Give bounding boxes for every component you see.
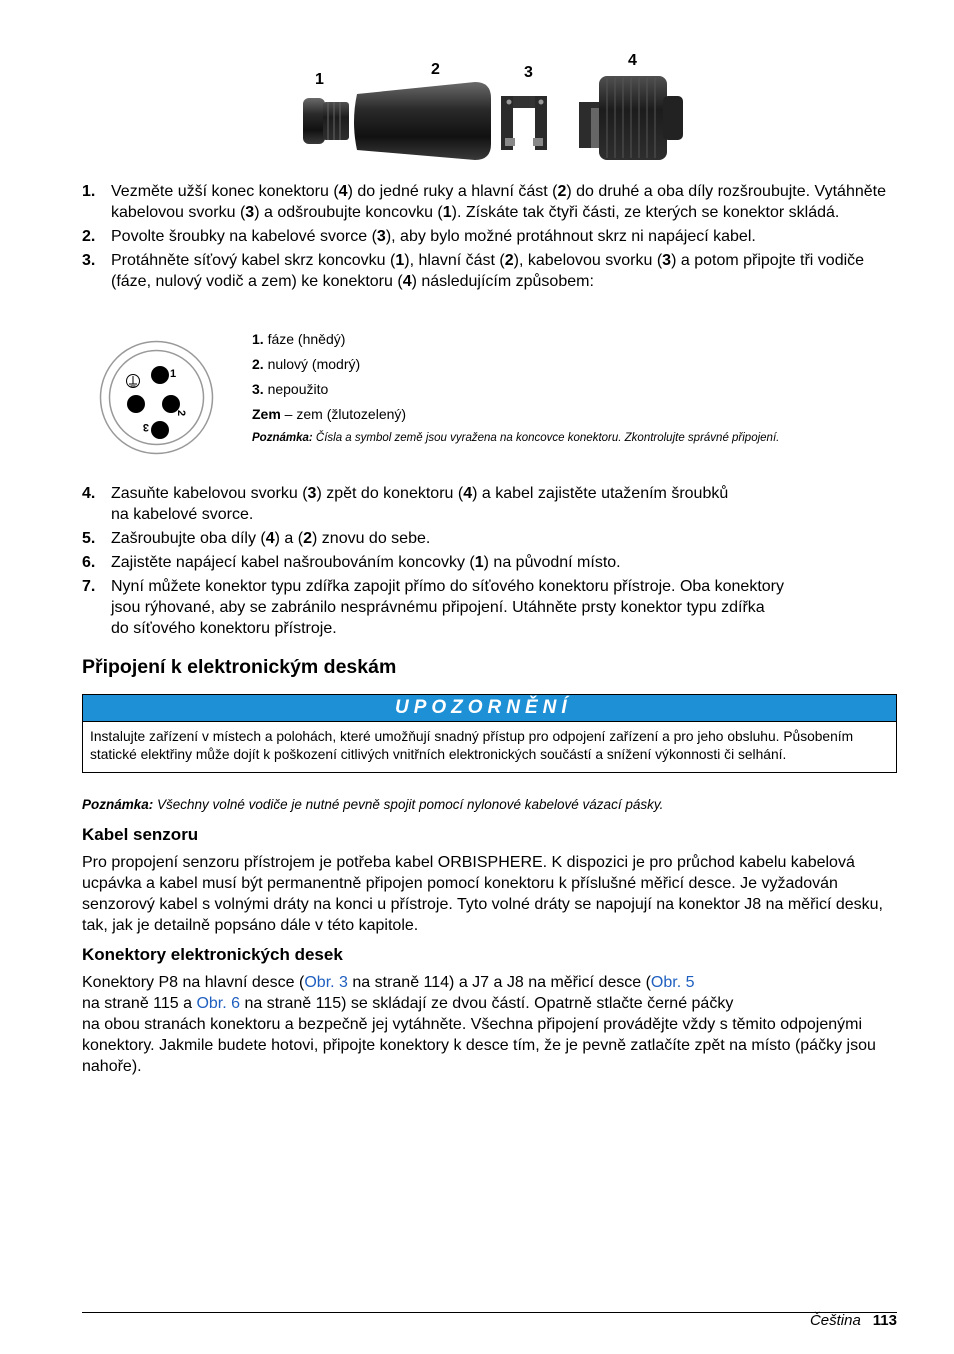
pin-legend [252,330,902,446]
caution-text: Instalujte zařízení v místech a polohách, které umožňují snadný přístup pro odpojení zařízení a pro jeho obsluhu. Působením statické elektřiny může dojít k poškození citlivých vnitřních elektronických součástí a snížení výkonnosti či selhání. [90,729,854,762]
pin-note: Poznámka: Čísla a symbol země jsou vyražena na koncovce konektoru. Zkontrolujte správné připojení. [252,432,780,444]
list-item: 6. Zajistěte napájecí kabel našroubováním koncovky (1) na původní místo. [82,554,621,571]
footer [810,1312,897,1329]
figure-label-4: 4 [628,52,637,69]
list-item: 7. Nyní můžete konektor typu zdířka zapojit přímo do síťového konektoru přístroje. Oba konektory jsou rýhované, aby se zabránilo nesprávnému připojení. Utáhněte prsty konektor typu zdířka do síťového konektoru přístroje. [82,578,784,637]
konektory-paragraph: Konektory P8 na hlavní desce (Obr. 3 na straně 114) a J7 a J8 na měřicí desce (Obr. 5 na straně 115 a Obr. 6 na straně 115) se skládají ze dvou částí. Opatrně stlačte černé páčky na obou stranách konektoru a bezpečně jej vytáhněte. Všechna připojení provádějte vždy s těmito odpojenými konektory. Jakmile budete hotovi, připojte konektory k desce tím, že je pevně zatlačíte zpět na místo (páčky jsou nahoře). [82,974,876,1075]
kabel-paragraph: Pro propojení senzoru přístrojem je potřeba kabel ORBISPHERE. K dispozici je pro průchod kabelu kabelová ucpávka a kabel musí být permanentně připojen pomocí konektoru k příslušné měřicí desce. Je vyžadován senzorový kabel s volnými dráty na konci u přístroje. Tyto volné dráty se napojují na konektor J8 na měřicí desku, tak, jak je detailně popsáno dále v této kapitole. [82,854,883,934]
connector-part [579,76,683,160]
pin-label-1: 1 [170,368,177,380]
footer-language: Čeština [809,1312,861,1329]
legend-item: 1. fáze (hnědý) [252,331,346,347]
note: Poznámka: Všechny volné vodiče je nutné pevně spojit pomocí nylonové kabelové vázací pásky. [82,797,664,812]
connector-parts-figure [295,48,690,163]
caution-heading: UPOZORNĚNÍ [83,695,896,722]
footer-divider [82,1312,897,1313]
legend-item: 2. nulový (modrý) [252,356,361,372]
ground-symbol-icon [127,375,140,388]
pin-ground [127,395,145,413]
pin-3 [151,421,169,439]
list-item: 5. Zašroubujte oba díly (4) a (2) znovu do sebe. [82,530,431,547]
pin-1 [151,366,169,384]
list-item: 1. Vezměte užší konec konektoru (4) do jedné ruky a hlavní část (2) do druhé a oba díly rozšroubujte. Vytáhněte kabelovou svorku (3) a odšroubujte koncovku (1). Získáte tak čtyři části, ze kterých se konektor skládá. [82,183,886,221]
page-number: 113 [872,1312,897,1329]
main-body-part [354,82,491,160]
kabel-heading: Kabel senzoru [82,825,199,844]
list-item: 4. Zasuňte kabelovou svorku (3) zpět do konektoru (4) a kabel zajistěte utažením šroubků na kabelové svorce. [82,485,729,523]
list-item: 2. Povolte šroubky na kabelové svorce (3), aby bylo možné protáhnout skrz ni napájecí kabel. [82,228,756,245]
legend-item: 3. nepoužito [252,381,329,397]
steps-list-b [82,483,897,642]
end-cap-part [303,98,349,144]
pin-label-2: 2 [175,410,187,417]
pin-diagram [99,340,214,455]
konektory-heading: Konektory elektronických desek [82,945,343,964]
list-item: 3. Protáhněte síťový kabel skrz koncovku (1), hlavní část (2), kabelovou svorku (3) a potom připojte tři vodiče (fáze, nulový vodič a zem) ke konektoru (4) následujícím způsobem: [82,252,865,290]
figure-label-2: 2 [431,61,440,78]
legend-item: Zem – zem (žlutozelený) [252,406,407,422]
caution-box [82,694,897,773]
pin-label-3: 3 [142,421,149,433]
figure-label-1: 1 [315,71,324,88]
figure-label-3: 3 [524,64,533,81]
steps-list-a [82,181,897,295]
cable-clamp-part [501,96,547,150]
section-title: Připojení k elektronickým deskám [82,656,397,678]
